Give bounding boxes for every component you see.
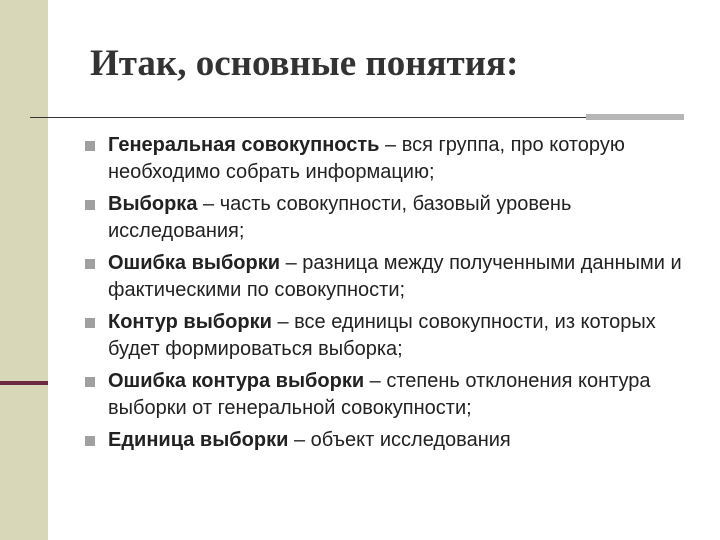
list-item (84, 132, 704, 186)
square-bullet-icon (85, 200, 95, 210)
term: Контур выборки (108, 311, 272, 333)
bullet-list (84, 132, 704, 459)
square-bullet-icon (85, 141, 95, 151)
definition: – объект исследования (288, 429, 511, 451)
definition: – вся группа, про которую необходимо собрать информацию; (108, 134, 625, 183)
term: Выборка (108, 193, 198, 215)
definition: – степень отклонения контура выборки от генеральной совокупности; (108, 370, 651, 419)
definition: – все единицы совокупности, из которых будет формироваться выборка; (108, 311, 656, 360)
slide-title: Итак, основные понятия: (90, 43, 519, 84)
definition: – разница между полученными данными и фактическими по совокупности; (108, 252, 682, 301)
list-item (84, 427, 704, 454)
square-bullet-icon (85, 377, 95, 387)
square-bullet-icon (85, 259, 95, 269)
title-divider (30, 117, 655, 118)
list-item (84, 191, 704, 245)
square-bullet-icon (85, 436, 95, 446)
term: Ошибка выборки (108, 252, 281, 274)
list-item (84, 250, 704, 304)
list-item (84, 368, 704, 422)
list-item (84, 309, 704, 363)
term: Генеральная совокупность (108, 134, 380, 156)
term: Единица выборки (108, 429, 289, 451)
definition: – часть совокупности, базовый уровень исследования; (108, 193, 572, 242)
title-divider-accent (586, 114, 684, 120)
square-bullet-icon (85, 318, 95, 328)
side-band (0, 0, 48, 540)
side-accent-stripe (0, 381, 48, 385)
term: Ошибка контура выборки (108, 370, 365, 392)
